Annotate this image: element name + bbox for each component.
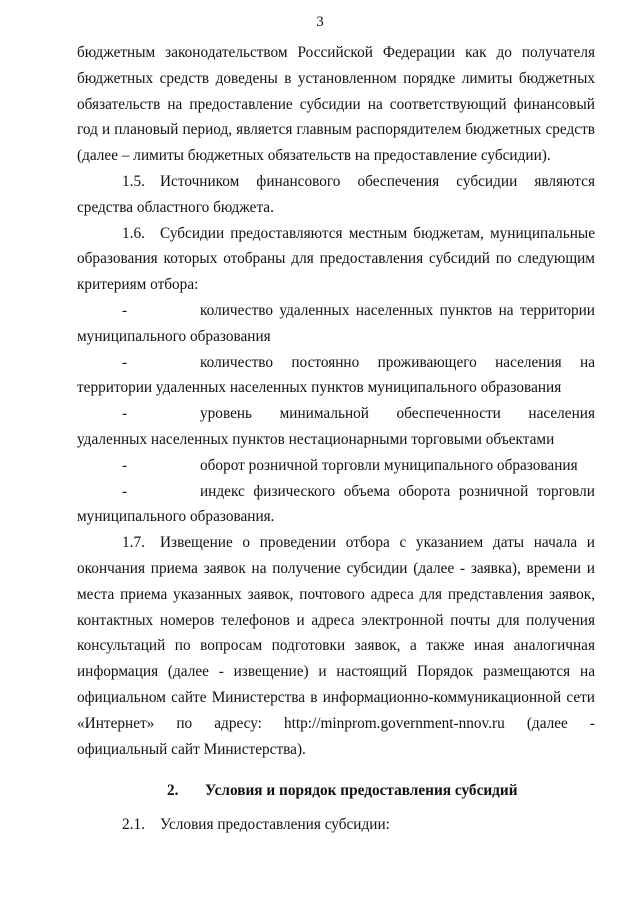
criterion-text: оборот розничной торговли муниципального образования [200, 456, 578, 474]
criterion-item [77, 350, 595, 402]
criterion-item [77, 401, 595, 453]
clause-1-7 [77, 530, 595, 762]
clause-text: Субсидии предоставляются местным бюджетам, муниципальные образования которых отобраны для предоставления субсидий по следующим критериям отбора: [77, 224, 595, 294]
clause-1-5 [77, 169, 595, 221]
section-heading [77, 778, 595, 804]
list-dash: - [122, 456, 128, 474]
clause-number: 1.7. [122, 534, 145, 552]
list-dash: - [122, 405, 128, 423]
criterion-text: количество удаленных населенных пунктов на территории муниципального образования [77, 301, 595, 345]
clause-text: Извещение о проведении отбора с указанием даты начала и окончания приема заявок на получение субсидии (далее - заявка), времени и места приема указанных заявок, почтового адреса для представления заявок, контактных номеров телефонов и адреса электронной почты для получения консультаций по вопросам подготовки заявок, а также иная аналогичная информация (далее - извещение) и настоящий Порядок размещаются на официальном сайте Министерства в информационно-коммуникационной сети «Интернет» по адресу: http://minprom.government-nnov.ru (далее - официальный сайт Министерства). [77, 534, 595, 758]
criterion-item [77, 453, 595, 479]
criterion-text: индекс физического объема оборота розничной торговли муниципального образования. [77, 482, 595, 526]
clause-1-6 [77, 221, 595, 298]
document-body [77, 40, 595, 838]
criterion-item [77, 479, 595, 531]
clause-text: Условия предоставления субсидии: [160, 816, 390, 834]
list-dash: - [122, 482, 128, 500]
clause-text: Источником финансового обеспечения субсидии являются средства областного бюджета. [77, 172, 595, 216]
criterion-text: количество постоянно проживающего населения на территории удаленных населенных пунктов муниципального образования [77, 353, 595, 397]
section-title: Условия и порядок предоставления субсидий [205, 782, 518, 800]
section-number: 2. [167, 782, 179, 800]
list-dash: - [122, 301, 128, 319]
clause-number: 2.1. [122, 816, 145, 834]
intro-paragraph: бюджетным законодательством Российской Федерации как до получателя бюджетных средств доведены в установленном порядке лимиты бюджетных обязательств на предоставление субсидии на соответствующий финансовый год и плановый период, является главным распорядителем бюджетных средств (далее – лимиты бюджетных обязательств на предоставление субсидии). [77, 44, 595, 165]
criterion-item [77, 298, 595, 350]
page-number: 3 [316, 14, 324, 30]
list-dash: - [122, 353, 128, 371]
clause-2-1 [77, 812, 595, 838]
clause-number: 1.6. [122, 224, 145, 242]
criterion-text: уровень минимальной обеспеченности населения удаленных населенных пунктов нестационарными торговыми объектами [77, 405, 595, 448]
clause-number: 1.5. [122, 172, 145, 190]
